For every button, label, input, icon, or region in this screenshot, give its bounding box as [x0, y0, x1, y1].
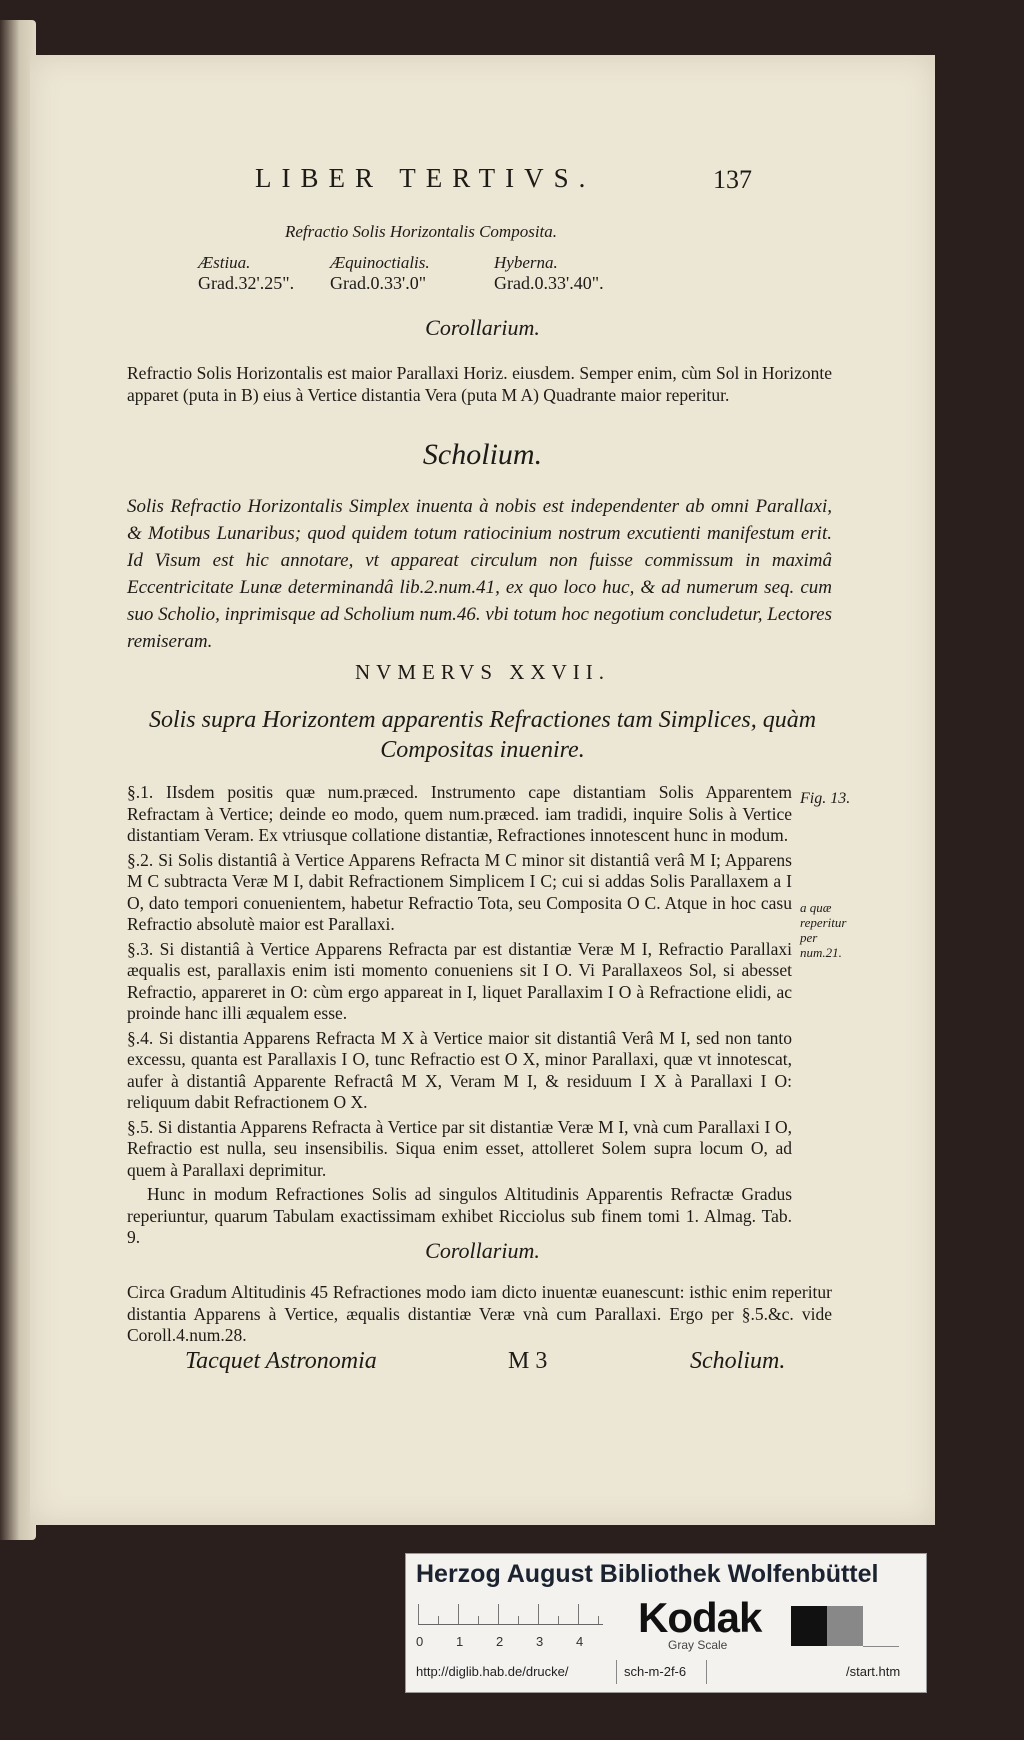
paragraph: §.3. Si distantiâ à Vertice Apparens Refracta par est distantiæ Veræ M I, Refractio Parallaxi æqualis est, parallaxis enim isti momento conueniens sit I O. Vi Parallaxeos Sol, si abesset Refractio, appareret in O: cùm ergo appareat in I, liquet Parallaxim I O à Refractione elidi, ac proinde hanc illi æqualem esse.: [127, 938, 792, 1023]
problem-title-line1: Solis supra Horizontem apparentis Refractiones tam Simplices, quàm: [148, 707, 817, 733]
black-swatch: [791, 1606, 827, 1646]
gray-scale-label: Gray Scale: [668, 1638, 728, 1652]
margin-note: a quæ reperitur per num.21.: [800, 900, 847, 960]
section-paragraphs: [127, 782, 792, 1249]
paragraph: Hunc in modum Refractiones Solis ad singulos Altitudinis Apparentis Refractæ Gradus reperiuntur, quarum Tabulam exactissimam exhibet Ricciolus sub finem tomi 1. Almag. Tab. 9.: [127, 1184, 792, 1247]
url-shelfmark: sch-m-2f-6: [624, 1664, 687, 1679]
scholium-heading: Scholium.: [422, 438, 543, 471]
problem-title-line2: Compositas inuenire.: [380, 737, 585, 763]
season-value: Grad.0.33'.40".: [494, 273, 604, 293]
running-head: LIBER TERTIVS.: [255, 163, 596, 193]
season-label: Æquinoctialis.: [330, 253, 430, 272]
paragraph: §.2. Si Solis distantiâ à Vertice Apparens Refracta M C minor sit distantiâ verâ M I; Apparens M C subtracta Veræ M I, dabit Refractionem Simplicem I C; cui si addas Solis Parallaxem a I O, dato tempori conuenientem, habetur Refractio Tota, seu Composita O C. Atque in hoc casu Refractio absolutè maior est Parallaxi.: [127, 849, 792, 934]
ruler-number: 3: [536, 1634, 544, 1649]
paragraph: §.1. IIsdem positis quæ num.præced. Instrumento cape distantiam Solis Apparentem Refractam à Vertice; deinde eo modo, quem num.præced. iam tradidi, inquire Solis à Vertice distantiam Veram. Ex vtriusque collatione distantiæ, Refractiones innotescent hunc in modum.: [127, 782, 792, 845]
footer-title: Tacquet Astronomia: [185, 1348, 377, 1374]
url-suffix: /start.htm: [846, 1664, 901, 1679]
library-name: Herzog August Bibliothek Wolfenbüttel: [416, 1560, 879, 1588]
ruler-number: 0: [416, 1634, 424, 1649]
season-value: Grad.32'.25".: [198, 273, 295, 293]
white-swatch: [863, 1606, 899, 1647]
corollarium-2-heading: Corollarium.: [425, 1238, 540, 1263]
paragraph: §.5. Si distantia Apparens Refracta à Vertice par sit distantiæ Veræ M I, vnà cum Parallaxi I O, Refractio est nulla, seu insensibilis. Siqua enim esset, attolleret Solem supra locum O, ad quem à Parallaxi deprimitur.: [127, 1116, 792, 1180]
season-column-summer: [198, 253, 294, 294]
corollarium-2-text: Circa Gradum Altitudinis 45 Refractiones modo iam dicto inuentæ euanescunt: isthic enim reperitur distantia Apparens à Vertice, æqualis distantiæ Veræ vnà cum Parallaxi. Ergo per §.5.&c. vide Coroll.4.num.28.: [127, 1282, 832, 1345]
book-page: [30, 55, 935, 1525]
ruler-number: 1: [456, 1634, 464, 1649]
season-label: Hyberna.: [494, 253, 558, 272]
season-label: Æstiua.: [198, 253, 251, 272]
catchword: Scholium.: [690, 1348, 786, 1374]
table-title: Refractio Solis Horizontalis Composita.: [285, 222, 558, 241]
kodak-logo: Kodak: [638, 1594, 762, 1641]
url-prefix: http://diglib.hab.de/drucke/: [416, 1664, 569, 1679]
color-reference-card: [405, 1553, 927, 1693]
season-value: Grad.0.33'.0": [330, 273, 427, 293]
ruler-number: 4: [576, 1634, 584, 1649]
gray-swatch: [827, 1606, 863, 1646]
season-column-equinox: [330, 253, 430, 294]
ruler-number: 2: [496, 1634, 504, 1649]
numerus-heading: NVMERVS XXVII.: [355, 660, 610, 684]
margin-figure-reference: Fig. 13.: [800, 790, 851, 807]
corollarium-heading: Corollarium.: [425, 315, 540, 340]
signature-mark: M 3: [508, 1348, 548, 1374]
page-number: 137: [713, 165, 752, 194]
scale-ruler: [418, 1604, 603, 1625]
paragraph: §.4. Si distantia Apparens Refracta M X à Vertice maior sit distantiâ Verâ M I, sed non tanto excessu, quanta est Parallaxis I O, tunc Refractio est O X, minor Parallaxi, quæ vt innotescat, aufer à distantiâ Apparente Refractâ M X, Veram M I, & residuum I X à Parallaxi I O: reliquum dabit Refractionem O X.: [127, 1027, 792, 1112]
corollarium-text: Refractio Solis Horizontalis est maior Parallaxi Horiz. eiusdem. Semper enim, cùm Sol in Horizonte apparet (puta in B) eius à Vertice distantia Vera (puta M A) Quadrante maior reperitur.: [127, 363, 832, 405]
scholium-text: Solis Refractio Horizontalis Simplex inuenta à nobis est independenter ab omni Parallaxi, & Motibus Lunaribus; quod quidem totum ratiocinium nostrum excutienti manifestum erit. Id Visum est hic annotare, vt appareat circulum non fuisse commissum in maximâ Eccentricitate Lunæ determinandâ lib.2.num.41, ex quo loco huc, & ad numerum seq. cum suo Scholio, inprimisque ad Scholium num.46. vbi totum hoc negotium concludetur, Lectores remiseram.: [127, 496, 832, 652]
season-column-winter: [494, 253, 604, 294]
